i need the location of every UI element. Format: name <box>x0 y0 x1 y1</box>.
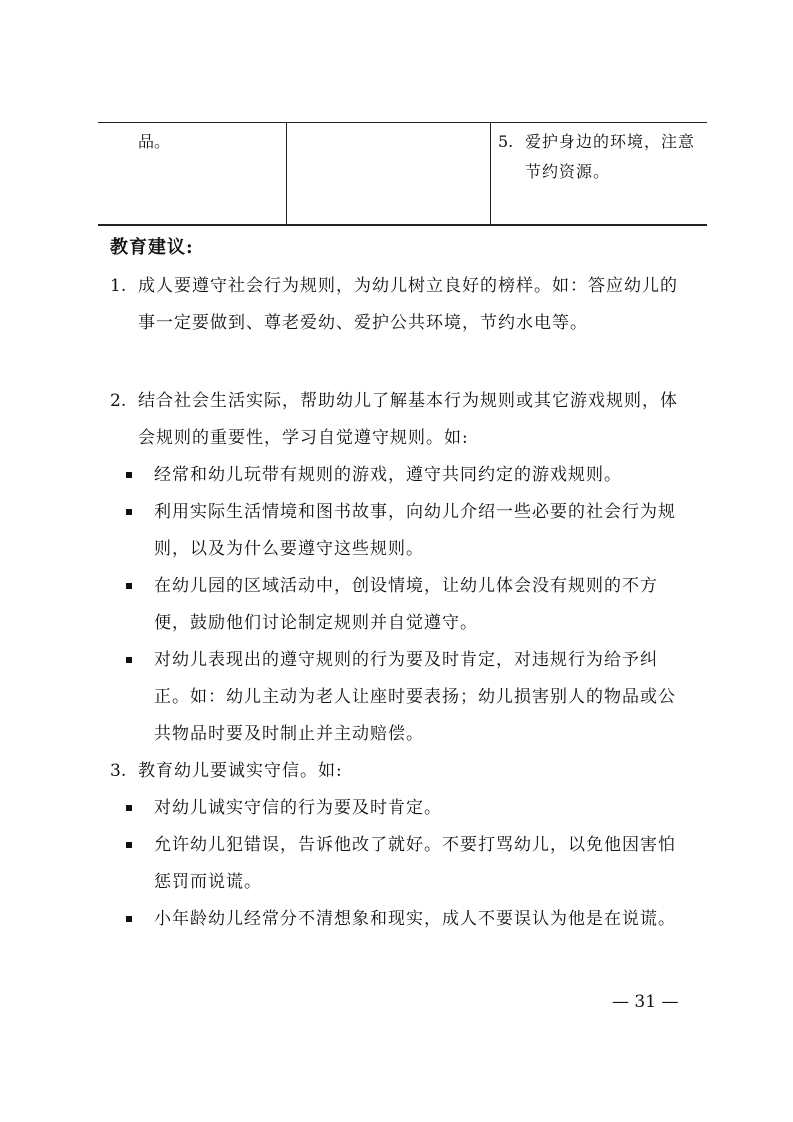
square-bullet-icon <box>126 583 132 589</box>
item-number: 2. <box>110 391 127 411</box>
square-bullet-icon <box>126 657 132 663</box>
table-divider <box>490 123 491 224</box>
table-right-cell-number: 5. <box>498 132 514 151</box>
bullet-item <box>126 642 686 753</box>
item-text: 成人要遵守社会行为规则，为幼儿树立良好的榜样。如：答应幼儿的事一定要做到、尊老爱幼、爱护公共环境，节约水电等。 <box>138 276 678 333</box>
item-number: 1. <box>110 276 127 296</box>
bullet-text: 在幼儿园的区域活动中，创设情境，让幼儿体会没有规则的不方便，鼓励他们讨论制定规则并自觉遵守。 <box>154 576 658 633</box>
bullet-text: 对幼儿诚实守信的行为要及时肯定。 <box>154 798 442 818</box>
section-heading: 教育建议: <box>110 237 194 258</box>
item-text: 结合社会生活实际，帮助幼儿了解基本行为规则或其它游戏规则，体会规则的重要性，学习自觉遵守规则。如: <box>138 391 678 448</box>
bullet-item <box>126 790 686 827</box>
bullet-text: 允许幼儿犯错误，告诉他改了就好。不要打骂幼儿，以免他因害怕惩罚而说谎。 <box>154 835 676 892</box>
table-right-cell-text: 爱护身边的环境，注意节约资源。 <box>525 132 696 181</box>
table-fragment <box>98 122 707 226</box>
list-item <box>110 268 695 342</box>
list-item <box>110 753 695 790</box>
table-right-cell <box>498 127 698 187</box>
bullet-item <box>126 901 686 938</box>
bullet-text: 利用实际生活情境和图书故事，向幼儿介绍一些必要的社会行为规则，以及为什么要遵守这些规则。 <box>154 502 676 559</box>
square-bullet-icon <box>126 916 132 922</box>
bullet-text: 小年龄幼儿经常分不清想象和现实，成人不要误认为他是在说谎。 <box>154 909 676 929</box>
bullet-item <box>126 827 686 901</box>
square-bullet-icon <box>126 509 132 515</box>
bullet-item <box>126 494 686 568</box>
bullet-item <box>126 568 686 642</box>
item-text: 教育幼儿要诚实守信。如: <box>138 761 343 781</box>
item-number: 3. <box>110 761 127 781</box>
table-left-cell: 品。 <box>138 132 171 151</box>
bullet-item <box>126 457 686 494</box>
page-number: — 31 — <box>612 992 679 1012</box>
square-bullet-icon <box>126 842 132 848</box>
bullet-text: 对幼儿表现出的遵守规则的行为要及时肯定，对违规行为给予纠正。如：幼儿主动为老人让座时要表扬；幼儿损害别人的物品或公共物品时要及时制止并主动赔偿。 <box>154 650 676 744</box>
square-bullet-icon <box>126 472 132 478</box>
list-item <box>110 383 695 457</box>
bullet-text: 经常和幼儿玩带有规则的游戏，遵守共同约定的游戏规则。 <box>154 465 622 485</box>
square-bullet-icon <box>126 805 132 811</box>
table-divider <box>286 123 287 224</box>
